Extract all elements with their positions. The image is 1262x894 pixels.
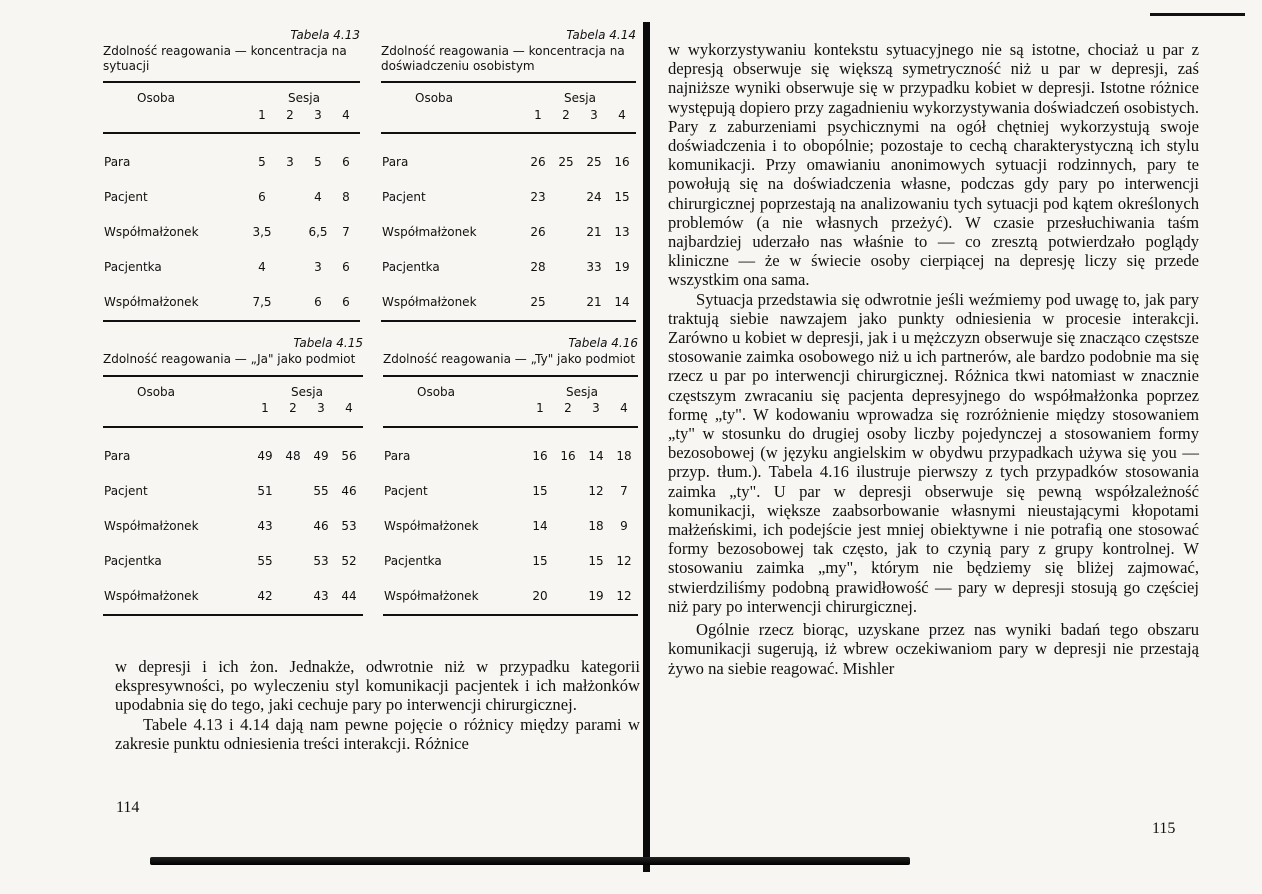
session-number: 2 — [276, 107, 304, 133]
right-page — [654, 0, 1262, 894]
cell-value: 26 — [530, 155, 546, 170]
table-row — [381, 215, 636, 250]
paragraph: Sytuacja przedstawia się odwrotnie jeśli weźmiemy pod uwagę to, jak pary traktują siebie nawzajem jako punkty odniesienia w procesie interakcji. Zarówno u kobiet w depresji, jak i u mężczyzn obserwuje się znacząco częstsze stosowanie zaimka osobowego niż u ich partnerów, ale bardzo podobnie ma się rzecz u par po interwencji chirurgicznej. Różnica tkwi natomiast w znacznie częstszym zwracaniu się pacjenta depresyjnego do współmałżonka poprzez formę „ty". W kodowaniu wprowadza się rozróżnienie między stosowaniem „ty" w stosunku do drugiej osoby liczby pojedynczej a stosowaniem formy bezosobowej (w języku angielskim w obydwu przypadkach używa się you — przyp. tłum.). Tabela 4.16 ilustruje pierwszy z tych przypadków stosowania zaimka „ty". U par w depresji obserwuje się pewną współzależność komunikacji, większe zaabsorbowanie własnymi nieustającymi kłopotami małżeńskimi, ich podejście jest mniej obiektywne i nie potrafią one stosować formy bezosobowej tak często, jak to czynią pary z grupy kontrolnej. W stosowaniu zaimka „my", którym nie będziemy się bliżej zajmować, stwierdziliśmy podobną prawidłowość — pary w depresji stosują go częściej niż pary po interwencji chirurgicznej. — [668, 289, 1199, 616]
cell-value: 14 — [532, 518, 548, 533]
cell-value: 15 — [588, 553, 604, 568]
cell-value — [552, 215, 580, 250]
row-label: Para — [104, 155, 131, 170]
table-row — [383, 509, 638, 544]
session-number: 3 — [304, 107, 332, 133]
cell-value: 26 — [530, 225, 546, 240]
cell-value: 16 — [614, 155, 630, 170]
table-row — [103, 285, 360, 321]
column-header-person: Osoba — [103, 82, 248, 106]
table-number: Tabela 4.15 — [293, 336, 363, 350]
column-header-session: Sesja — [524, 82, 636, 106]
row-label: Pacjent — [384, 483, 428, 498]
session-number: 2 — [279, 400, 307, 426]
table-4-14 — [381, 28, 636, 322]
table-row — [383, 579, 638, 615]
cell-value: 43 — [257, 518, 273, 533]
table-row — [103, 133, 360, 180]
session-number: 3 — [307, 400, 335, 426]
table-row — [381, 285, 636, 321]
session-number: 1 — [248, 107, 276, 133]
cell-value: 48 — [285, 448, 301, 463]
session-number: 1 — [524, 107, 552, 133]
row-label: Pacjentka — [104, 260, 162, 275]
cell-value: 6 — [304, 285, 332, 321]
cell-value — [276, 180, 304, 215]
table-4-15 — [103, 336, 363, 616]
cell-value: 46 — [341, 483, 357, 498]
table-row — [103, 544, 363, 579]
cell-value — [279, 509, 307, 544]
header-spacer — [381, 107, 524, 133]
session-number: 4 — [610, 400, 638, 426]
cell-value: 44 — [335, 579, 363, 615]
row-label: Pacjent — [382, 190, 426, 205]
row-label: Współmałżonek — [104, 518, 199, 533]
cell-value: 25 — [586, 155, 602, 170]
cell-value: 55 — [313, 483, 329, 498]
cell-value — [554, 579, 582, 615]
table-caption: Zdolność reagowania — koncentracja na sytuacji — [103, 44, 347, 73]
table-number: Tabela 4.16 — [568, 336, 638, 350]
cell-value: 5 — [258, 155, 266, 170]
table-row — [103, 250, 360, 285]
session-number: 3 — [580, 107, 608, 133]
cell-value: 9 — [620, 518, 628, 533]
header-spacer — [103, 400, 251, 426]
cell-value: 8 — [342, 190, 350, 205]
cell-value: 24 — [586, 190, 602, 205]
cell-value: 15 — [614, 190, 630, 205]
cell-value: 28 — [530, 260, 546, 275]
column-header-person: Osoba — [383, 376, 526, 400]
column-header-person: Osoba — [103, 376, 251, 400]
header-spacer — [103, 107, 248, 133]
cell-value: 4 — [258, 260, 266, 275]
cell-value: 21 — [580, 285, 608, 321]
row-label: Współmałżonek — [103, 285, 248, 321]
table-caption: Zdolność reagowania — koncentracja na doświadczeniu osobistym — [381, 44, 625, 73]
cell-value — [552, 180, 580, 215]
cell-value: 13 — [614, 225, 630, 240]
cell-value — [276, 215, 304, 250]
cell-value: 3 — [286, 155, 294, 170]
table-row — [381, 250, 636, 285]
table-number: Tabela 4.13 — [290, 28, 360, 42]
cell-value: 33 — [586, 260, 602, 275]
cell-value — [276, 285, 304, 321]
table-4-16 — [383, 336, 638, 616]
cell-value: 6 — [342, 155, 350, 170]
cell-value: 14 — [588, 448, 604, 463]
cell-value — [554, 509, 582, 544]
row-label: Para — [104, 448, 131, 463]
cell-value: 51 — [257, 483, 273, 498]
column-header-person: Osoba — [381, 82, 524, 106]
cell-value — [279, 474, 307, 509]
cell-value: 52 — [341, 553, 357, 568]
row-label: Pacjent — [104, 190, 148, 205]
table-number: Tabela 4.14 — [566, 28, 636, 42]
table-row — [381, 133, 636, 180]
cell-value: 16 — [560, 448, 576, 463]
cell-value: 19 — [582, 579, 610, 615]
cell-value: 53 — [341, 518, 357, 533]
cell-value: 16 — [532, 448, 548, 463]
cell-value — [554, 474, 582, 509]
cell-value: 12 — [588, 483, 604, 498]
table-row — [103, 474, 363, 509]
cell-value: 53 — [313, 553, 329, 568]
table-row — [103, 180, 360, 215]
session-number: 4 — [332, 107, 360, 133]
row-label: Współmałżonek — [384, 518, 479, 533]
row-label: Współmałżonek — [383, 579, 526, 615]
cell-value: 46 — [313, 518, 329, 533]
row-label: Pacjentka — [384, 553, 442, 568]
data-table — [381, 81, 636, 322]
paragraph: Tabele 4.13 i 4.14 dają nam pewne pojęcie o różnicy między parami w zakresie punktu odniesienia treści interakcji. Różnice — [115, 714, 640, 753]
session-number: 2 — [554, 400, 582, 426]
paragraph: w depresji i ich żon. Jednakże, odwrotnie niż w przypadku kategorii ekspresywności, po wyleczeniu styl komunikacji pacjentek i ich małżonków upodabnia się do tego, jaki cechuje pary po interwencji chirurgicznej. — [115, 657, 640, 715]
data-table — [383, 375, 638, 616]
table-row — [103, 579, 363, 615]
cell-value — [276, 250, 304, 285]
right-body-text — [668, 40, 1199, 678]
cell-value — [279, 544, 307, 579]
paragraph: w wykorzystywaniu kontekstu sytuacyjnego nie są istotne, chociaż u par z depresją obserwuje się większą symetryczność niż u par w depresji, zaś najniższe wyniki obserwuje się w przypadku kobiet w depresji. Istotne różnice występują dopiero przy zagadnieniu wykorzystywania doświadczeń osobistych. Pary z zaburzeniami psychicznymi na ogół chętniej wykorzystują swoje doświadczenia i to obopólnie; pozostaje to cechą charakterystyczną ich stylu komunikacji. Przy omawianiu anonimowych sytuacji rodzinnych, pary te powołują się na doświadczenia własne, podczas gdy pary po interwencji chirurgicznej poprzestają na analizowaniu tych sytuacji pod kątem określonych problemów (a nie własnych przeżyć). W czasie przesłuchiwania taśm najbardziej uderzało nas właśnie to — co zresztą potwierdzało poglądy kliniczne — że w świecie osoby cierpiącej na depresję liczy się przede wszystkim ona sama. — [668, 40, 1199, 290]
cell-value: 18 — [588, 518, 604, 533]
session-number: 3 — [582, 400, 610, 426]
row-label: Współmałżonek — [104, 225, 199, 240]
row-label: Para — [382, 155, 409, 170]
table-caption: Zdolność reagowania — „Ty" jako podmiot — [383, 352, 636, 367]
cell-value: 7 — [620, 483, 628, 498]
data-table — [103, 81, 360, 322]
cell-value: 15 — [532, 483, 548, 498]
page-number-right: 115 — [1152, 820, 1176, 837]
table-row — [381, 180, 636, 215]
row-label: Para — [384, 448, 411, 463]
cell-value: 4 — [314, 190, 322, 205]
cell-value: 19 — [614, 260, 630, 275]
cell-value: 21 — [586, 225, 602, 240]
session-number: 4 — [608, 107, 636, 133]
cell-value: 43 — [307, 579, 335, 615]
cell-value: 12 — [616, 553, 632, 568]
cell-value: 55 — [257, 553, 273, 568]
cell-value — [554, 544, 582, 579]
cell-value: 20 — [526, 579, 554, 615]
cell-value: 25 — [558, 155, 574, 170]
table-row — [103, 427, 363, 474]
table-4-13 — [103, 28, 360, 322]
cell-value: 23 — [530, 190, 546, 205]
row-label: Współmałżonek — [382, 225, 477, 240]
cell-value: 12 — [610, 579, 638, 615]
row-label: Współmałżonek — [103, 579, 251, 615]
header-spacer — [383, 400, 526, 426]
cell-value: 18 — [616, 448, 632, 463]
cell-value: 25 — [524, 285, 552, 321]
table-row — [383, 474, 638, 509]
cell-value: 3,5 — [252, 225, 272, 240]
paragraph: Ogólnie rzecz biorąc, uzyskane przez nas wyniki badań tego obszaru komunikacji sugerują, iż wbrew oczekiwaniom pary w depresji nie przestają żywo na siebie reagować. Mishler — [668, 620, 1199, 678]
column-header-session: Sesja — [526, 376, 638, 400]
session-number: 2 — [552, 107, 580, 133]
page-number-left: 114 — [116, 799, 140, 816]
cell-value — [279, 579, 307, 615]
row-label: Pacjentka — [382, 260, 440, 275]
table-row — [383, 427, 638, 474]
column-header-session: Sesja — [251, 376, 363, 400]
session-number: 4 — [335, 400, 363, 426]
cell-value: 7,5 — [248, 285, 276, 321]
table-caption: Zdolność reagowania — „Ja" jako podmiot — [103, 352, 356, 367]
left-body-text — [115, 657, 640, 753]
table-row — [383, 544, 638, 579]
cell-value: 56 — [341, 448, 357, 463]
cell-value: 6 — [258, 190, 266, 205]
cell-value: 6 — [342, 260, 350, 275]
cell-value: 14 — [608, 285, 636, 321]
session-number: 1 — [251, 400, 279, 426]
data-table — [103, 375, 363, 616]
session-number: 1 — [526, 400, 554, 426]
cell-value: 6 — [332, 285, 360, 321]
column-header-session: Sesja — [248, 82, 360, 106]
table-row — [103, 509, 363, 544]
cell-value — [552, 250, 580, 285]
cell-value: 6,5 — [308, 225, 328, 240]
cell-value: 7 — [342, 225, 350, 240]
cell-value — [552, 285, 580, 321]
table-row — [103, 215, 360, 250]
cell-value: 49 — [313, 448, 329, 463]
cell-value: 3 — [314, 260, 322, 275]
cell-value: 15 — [532, 553, 548, 568]
cell-value: 49 — [257, 448, 273, 463]
row-label: Pacjent — [104, 483, 148, 498]
cell-value: 42 — [251, 579, 279, 615]
cell-value: 5 — [314, 155, 322, 170]
book-spine — [643, 22, 650, 872]
row-label: Pacjentka — [104, 553, 162, 568]
row-label: Współmałżonek — [381, 285, 524, 321]
